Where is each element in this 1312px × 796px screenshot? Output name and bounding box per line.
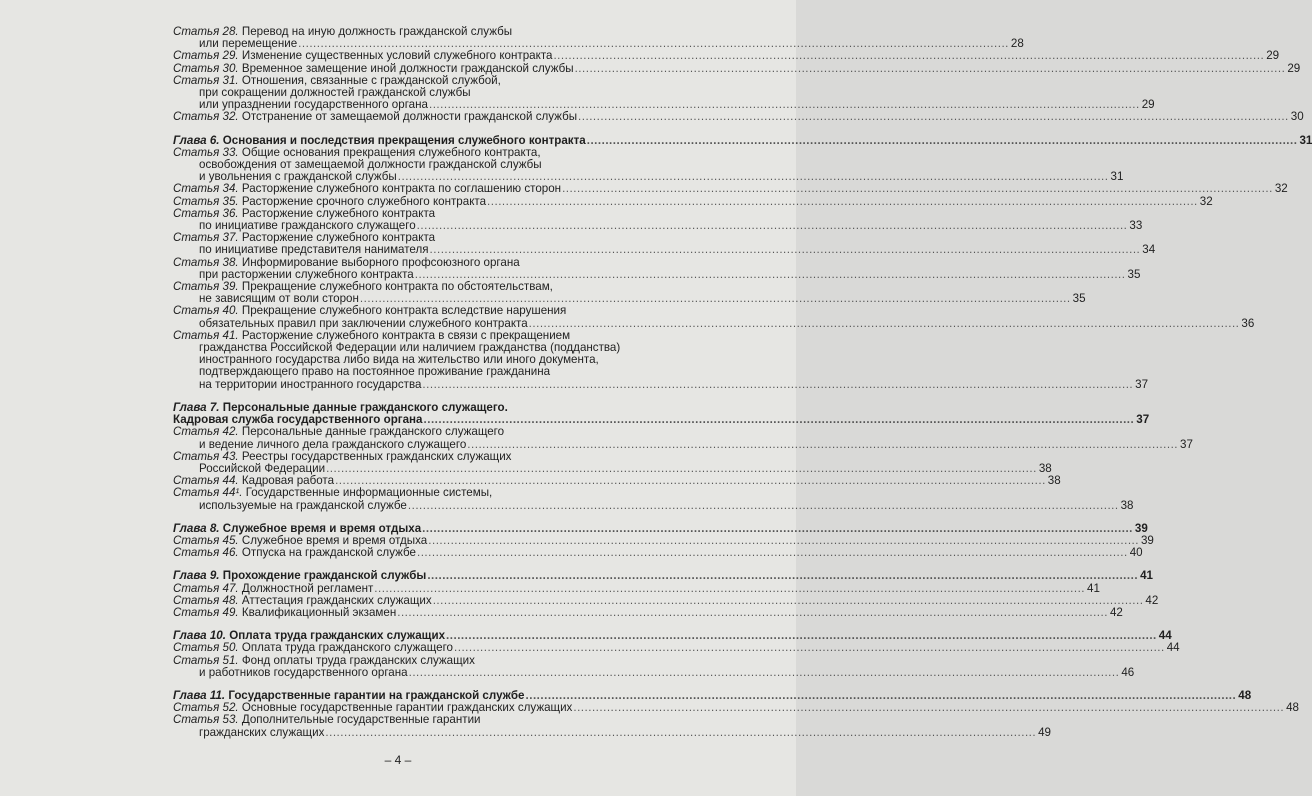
toc-text: Глава 11. Государственные гарантии на гражданской службе — [173, 688, 525, 702]
toc-label: Статья 53. — [173, 713, 239, 727]
toc-label: Статья 50. — [173, 641, 239, 655]
toc-text: обязательных правил при заключении служебного контракта — [199, 316, 528, 330]
toc-label: Статья 30. — [173, 61, 239, 75]
toc-line — [173, 569, 1153, 583]
toc-page-number: 37 — [1135, 377, 1149, 391]
toc-text: Статья 50. Оплата труда гражданского служащего — [173, 641, 453, 655]
toc-page-number: 42 — [1109, 605, 1123, 619]
toc-label: Глава 8. — [173, 521, 220, 535]
dot-leader — [562, 183, 1273, 195]
toc-label: Глава 7. — [173, 400, 220, 414]
toc-label: Глава 6. — [173, 133, 220, 147]
toc-line — [173, 366, 640, 378]
toc-text: или упразднении государственного органа — [199, 98, 428, 112]
toc-text: Статья 51. Фонд оплаты труда гражданских служащих — [173, 653, 475, 667]
toc-label: Глава 11. — [173, 688, 226, 702]
toc-label: Статья 36. — [173, 206, 239, 220]
toc-text: используемые на гражданской службе — [199, 498, 407, 512]
toc-line — [173, 665, 1135, 679]
toc-article — [173, 206, 1143, 233]
toc-text: Статья 49. Квалификационный экзамен — [173, 605, 397, 619]
toc-article — [173, 61, 1301, 75]
toc-label: Статья 43. — [173, 449, 239, 463]
toc-article — [173, 145, 1124, 184]
toc-chapter — [173, 133, 1312, 147]
toc-label: Статья 49. — [173, 605, 239, 619]
toc-label: Статья 45. — [173, 533, 239, 547]
toc-text: Глава 9. Прохождение гражданской службы — [173, 569, 427, 583]
toc-page-number: 31 — [1299, 133, 1312, 147]
dot-leader — [427, 570, 1138, 582]
page-number: – 4 – — [384, 753, 412, 767]
toc-label: Глава 9. — [173, 569, 220, 583]
table-of-contents — [173, 25, 1312, 739]
toc-article — [173, 425, 1193, 451]
toc-line — [173, 487, 640, 499]
dot-leader — [573, 702, 1284, 714]
toc-page-number: 48 — [1286, 701, 1299, 715]
toc-page-number: 37 — [1136, 413, 1150, 427]
toc-article — [173, 280, 1086, 306]
toc-text: гражданства Российской Федерации или наличием гражданства (подданства) — [199, 341, 621, 355]
dot-leader — [587, 135, 1298, 147]
dot-leader — [374, 583, 1085, 595]
toc-page-number: 33 — [1129, 219, 1143, 233]
toc-page-number: 32 — [1274, 182, 1288, 196]
dot-leader — [417, 547, 1128, 559]
toc-text: Статья 41. Расторжение служебного контракта в связи с прекращением — [173, 328, 571, 342]
toc-label: Статья 32. — [173, 110, 239, 124]
toc-line — [173, 655, 640, 667]
toc-text: и ведение личного дела гражданского служащего — [199, 437, 467, 451]
toc-page-number: 29 — [1287, 61, 1301, 75]
toc-article — [173, 304, 1255, 330]
toc-line — [173, 194, 1213, 208]
toc-page-number: 36 — [1241, 316, 1255, 330]
toc-article — [173, 194, 1213, 208]
toc-text: Статья 36. Расторжение служебного контракта — [173, 206, 436, 220]
toc-label: Статья 46. — [173, 546, 239, 560]
toc-page-number: 49 — [1038, 725, 1052, 739]
toc-text: Статья 28. Перевод на иную должность гражданской службы — [173, 25, 513, 38]
toc-line — [173, 437, 1193, 451]
toc-article — [173, 486, 1134, 512]
toc-label: Статья 37. — [173, 231, 239, 245]
toc-text: Статья 47. Должностной регламент — [173, 581, 374, 595]
dot-leader — [578, 111, 1289, 123]
toc-page-number: 44 — [1158, 629, 1172, 643]
toc-text: по инициативе представителя нанимателя — [199, 243, 429, 257]
dot-leader — [417, 220, 1128, 232]
toc-article — [173, 449, 1052, 475]
toc-label: Статья 31. — [173, 73, 239, 87]
toc-label: Статья 44¹. — [173, 486, 243, 500]
toc-text: Статья 46. Отпуска на гражданской службе — [173, 546, 416, 560]
toc-article — [173, 641, 1180, 655]
toc-text: не зависящим от воли сторон — [199, 292, 359, 306]
toc-page-number: 38 — [1038, 461, 1052, 475]
toc-label: Статья 48. — [173, 593, 239, 607]
dot-leader — [529, 318, 1240, 330]
toc-text: на территории иностранного государства — [199, 377, 422, 391]
toc-page-number: 35 — [1127, 267, 1141, 281]
toc-article — [173, 255, 1141, 281]
toc-article — [173, 231, 1156, 257]
toc-text: Статья 32. Отстранение от замещаемой должности гражданской службы — [173, 110, 578, 124]
toc-page-number: 39 — [1134, 521, 1148, 535]
toc-page-number: 41 — [1087, 581, 1100, 595]
toc-article — [173, 25, 1024, 51]
toc-article — [173, 110, 1304, 124]
dot-leader — [409, 667, 1120, 679]
toc-text: Российской Федерации — [199, 461, 326, 475]
toc-text: Статья 48. Аттестация гражданских служащих — [173, 593, 432, 607]
toc-page-number: 41 — [1140, 569, 1153, 583]
toc-text: Статья 44. Кадровая работа — [173, 474, 335, 488]
toc-line — [173, 61, 1301, 75]
toc-text: гражданских служащих — [199, 725, 325, 739]
toc-article — [173, 581, 1100, 595]
toc-page-number: 40 — [1129, 546, 1143, 560]
toc-page-number: 37 — [1180, 437, 1193, 451]
toc-page-number: 29 — [1141, 98, 1155, 112]
toc-text: Глава 10. Оплата труда гражданских служащих — [173, 629, 446, 643]
dot-leader — [397, 607, 1108, 619]
toc-label: Статья 39. — [173, 280, 239, 294]
toc-text: Глава 8. Служебное время и время отдыха — [173, 521, 422, 535]
toc-text: или перемещение — [199, 37, 298, 51]
toc-text: Статья 39. Прекращение служебного контракта по обстоятельствам, — [173, 280, 553, 294]
toc-page-number: 48 — [1238, 688, 1252, 702]
toc-label: Статья 40. — [173, 304, 239, 318]
toc-line — [173, 377, 1149, 391]
toc-text: Статья 52. Основные государственные гарантии гражданских служащих — [173, 701, 573, 715]
toc-text: Статья 31. Отношения, связанные с гражданской службой, — [173, 73, 501, 87]
toc-text: Статья 33. Общие основания прекращения служебного контракта, — [173, 145, 541, 159]
toc-label: Статья 33. — [173, 145, 239, 159]
toc-page-number: 35 — [1072, 292, 1086, 306]
toc-text: Статья 42. Персональные данные гражданского служащего — [173, 425, 505, 439]
toc-page-number: 38 — [1047, 474, 1061, 488]
toc-line — [173, 605, 1123, 619]
dot-leader — [408, 500, 1119, 512]
dot-leader — [487, 196, 1198, 208]
toc-line — [173, 498, 1134, 512]
toc-label: Статья 38. — [173, 255, 239, 269]
toc-label: Статья 35. — [173, 194, 239, 208]
toc-line — [173, 426, 640, 438]
toc-text: и увольнения с гражданской службы — [199, 170, 397, 184]
toc-chapter — [173, 400, 1150, 427]
toc-page-number: 38 — [1120, 498, 1134, 512]
toc-label: Статья 34. — [173, 182, 239, 196]
toc-label: Статья 28. — [173, 25, 239, 38]
toc-text: Статья 44¹. Государственные информационные системы, — [173, 486, 493, 500]
toc-label: Статья 29. — [173, 49, 239, 63]
toc-line — [173, 182, 1288, 196]
toc-label: Статья 42. — [173, 425, 239, 439]
toc-label: Глава 10. — [173, 629, 226, 643]
toc-line — [173, 110, 1304, 124]
toc-text: при расторжении служебного контракта — [199, 267, 414, 281]
toc-page-number: 34 — [1142, 243, 1156, 257]
toc-text: Статья 43. Реестры государственных гражданских служащих — [173, 449, 512, 463]
toc-article — [173, 328, 1149, 391]
toc-line — [173, 243, 1156, 257]
toc-text: Статья 35. Расторжение срочного служебного контракта — [173, 194, 487, 208]
toc-line — [173, 133, 1312, 147]
toc-line — [173, 641, 1180, 655]
toc-page-number: 46 — [1121, 665, 1135, 679]
toc-text: освобождения от замещаемой должности гражданской службы — [199, 158, 542, 172]
toc-page-number: 39 — [1140, 533, 1154, 547]
toc-page-number: 44 — [1166, 641, 1180, 655]
toc-chapter — [173, 569, 1153, 583]
toc-text: Кадровая служба государственного органа — [173, 413, 423, 427]
dot-leader — [553, 50, 1264, 62]
toc-text: Статья 53. Дополнительные государственные гарантии — [173, 713, 481, 727]
toc-article — [173, 713, 1052, 739]
dot-leader — [467, 439, 1178, 451]
toc-text: Статья 45. Служебное время и время отдыха — [173, 533, 428, 547]
toc-line — [173, 305, 640, 317]
toc-line — [173, 49, 1280, 63]
dot-leader — [422, 379, 1133, 391]
toc-text: Глава 6. Основания и последствия прекращения служебного контракта — [173, 133, 586, 147]
toc-page-number: 28 — [1010, 37, 1024, 51]
toc-article — [173, 182, 1288, 196]
toc-line — [173, 714, 640, 726]
toc-page-number: 32 — [1199, 194, 1213, 208]
toc-label: Статья 41. — [173, 328, 239, 342]
toc-article — [173, 73, 1155, 112]
toc-text: при сокращении должностей гражданской службы — [199, 86, 471, 100]
toc-text: Статья 29. Изменение существенных условий служебного контракта — [173, 49, 553, 63]
toc-line — [173, 546, 1143, 560]
toc-page-number: 42 — [1145, 593, 1159, 607]
dot-leader — [430, 244, 1141, 256]
toc-text: Статья 38. Информирование выборного профсоюзного органа — [173, 255, 520, 269]
toc-article — [173, 546, 1143, 560]
toc-text: Статья 34. Расторжение служебного контракта по соглашению сторон — [173, 182, 562, 196]
dot-leader — [575, 63, 1286, 75]
dot-leader — [325, 727, 1036, 739]
toc-text: и работников государственного органа — [199, 665, 408, 679]
toc-page-number: 29 — [1266, 49, 1280, 63]
toc-label: Статья 51. — [173, 653, 239, 667]
toc-line — [173, 725, 1052, 739]
dot-leader — [454, 642, 1165, 654]
toc-text: Статья 30. Временное замещение иной должности гражданской службы — [173, 61, 574, 75]
toc-text: иностранного государства либо вида на жительство или иного документа, — [199, 353, 599, 367]
toc-article — [173, 653, 1135, 679]
toc-page-number: 30 — [1290, 110, 1304, 124]
toc-label: Статья 47. — [173, 581, 239, 595]
dot-leader — [424, 414, 1135, 426]
toc-text: подтверждающего право на постоянное проживание гражданина — [199, 365, 551, 379]
toc-label: Статья 52. — [173, 701, 239, 715]
toc-text: Глава 7. Персональные данные гражданского служащего. — [173, 400, 508, 414]
toc-text: Статья 37. Расторжение служебного контракта — [173, 231, 436, 245]
toc-label: Статья 44. — [173, 474, 239, 488]
toc-article — [173, 605, 1123, 619]
toc-text: Статья 40. Прекращение служебного контракта вследствие нарушения — [173, 304, 567, 318]
toc-article — [173, 49, 1280, 63]
toc-text: по инициативе гражданского служащего — [199, 219, 416, 233]
toc-page-number: 31 — [1110, 170, 1124, 184]
toc-line — [173, 581, 1100, 595]
